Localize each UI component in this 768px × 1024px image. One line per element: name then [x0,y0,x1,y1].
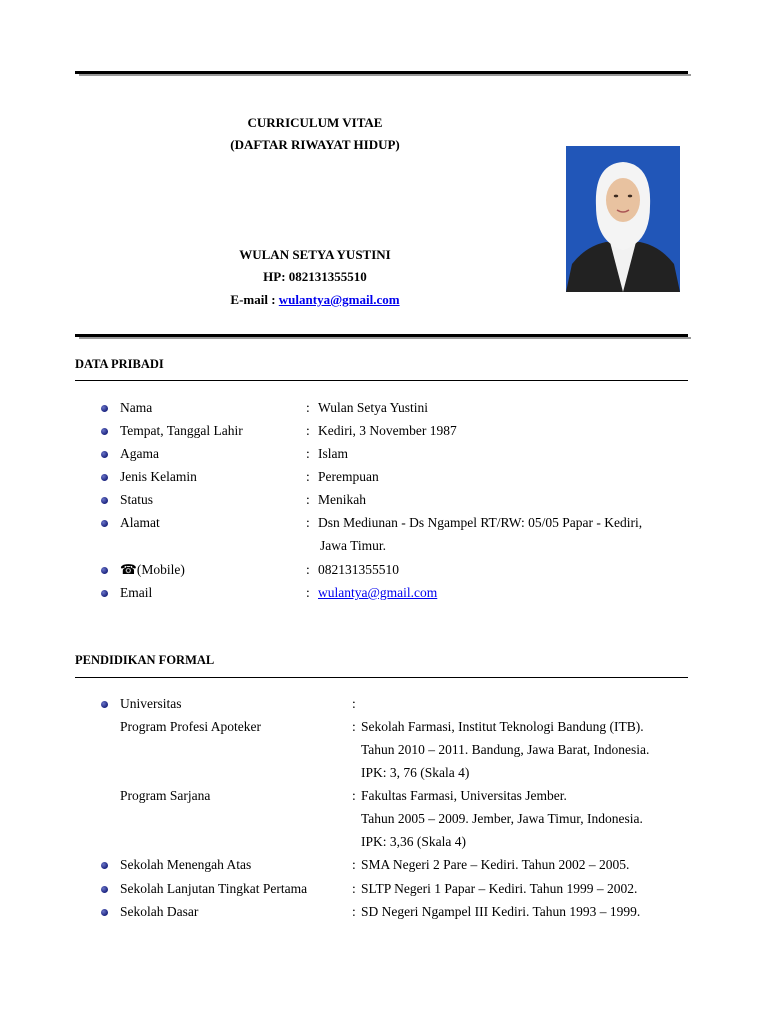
email-link[interactable]: wulantya@gmail.com [318,585,438,600]
bullet-icon [101,474,108,481]
list-item [0,562,768,582]
field-label: Alamat [120,515,160,530]
program-row-continuation [0,811,768,831]
program-row-continuation [0,834,768,854]
list-item [0,881,768,901]
telephone-icon: ☎ [120,562,137,577]
field-label: Agama [120,446,159,461]
header-bottom-rule [75,334,688,337]
list-item [0,400,768,420]
bullet-icon [101,405,108,412]
colon: : [352,857,356,872]
program-row-continuation [0,742,768,762]
program-gpa: IPK: 3, 76 (Skala 4) [361,765,470,780]
field-value: Islam [318,446,348,461]
program-detail: Tahun 2010 – 2011. Bandung, Jawa Barat, Indonesia. [361,742,650,757]
field-value: 082131355510 [318,562,399,577]
bullet-icon [101,497,108,504]
applicant-phone: HP: 082131355510 [263,269,367,284]
cv-title: CURRICULUM VITAE [247,115,383,130]
colon: : [306,492,310,507]
field-value: SMA Negeri 2 Pare – Kediri. Tahun 2002 – 2005. [361,857,630,872]
field-value: SLTP Negeri 1 Papar – Kediri. Tahun 1999 – 2002. [361,881,638,896]
field-label: Status [120,492,154,507]
bullet-icon [101,451,108,458]
bullet-icon [101,520,108,527]
bullet-icon [101,428,108,435]
colon: : [306,585,310,600]
field-label: Sekolah Menengah Atas [120,857,252,872]
personal-rule [75,380,688,381]
program-detail: Fakultas Farmasi, Universitas Jember. [361,788,567,803]
colon: : [352,696,356,711]
field-value: Perempuan [318,469,379,484]
program-row-continuation [0,765,768,785]
list-item [0,492,768,512]
bullet-icon [101,862,108,869]
program-gpa: IPK: 3,36 (Skala 4) [361,834,466,849]
applicant-email-line [160,292,470,308]
list-item [0,423,768,443]
bullet-icon [101,567,108,574]
education-rule [75,677,688,678]
field-value: Kediri, 3 November 1987 [318,423,457,438]
list-item [0,446,768,466]
field-label: Sekolah Dasar [120,904,199,919]
field-label [120,562,185,578]
program-row [0,788,768,808]
list-item [0,857,768,877]
colon: : [306,446,310,461]
section-title-personal: DATA PRIBADI [75,357,164,371]
field-label: Email [120,585,153,600]
program-detail: Sekolah Farmasi, Institut Teknologi Bandung (ITB). [361,719,644,734]
email-label: E-mail : [230,292,279,307]
field-label: Nama [120,400,153,415]
field-value: Jawa Timur. [320,538,387,553]
email-link[interactable]: wulantya@gmail.com [278,292,400,307]
colon: : [306,469,310,484]
list-item [0,585,768,605]
program-row [0,719,768,739]
program-label: Program Sarjana [120,788,211,803]
field-value: Dsn Mediunan - Ds Ngampel RT/RW: 05/05 Papar - Kediri, [318,515,643,530]
colon: : [306,562,310,577]
field-label: Universitas [120,696,182,711]
colon: : [306,400,310,415]
list-item [0,469,768,489]
field-label: Sekolah Lanjutan Tingkat Pertama [120,881,308,896]
colon: : [352,719,356,734]
program-label: Program Profesi Apoteker [120,719,261,734]
section-title-education: PENDIDIKAN FORMAL [75,653,215,667]
field-value: Wulan Setya Yustini [318,400,428,415]
field-value: SD Negeri Ngampel III Kediri. Tahun 1993 – 1999. [361,904,641,919]
list-item-continuation [0,538,768,558]
colon: : [306,423,310,438]
colon: : [352,788,356,803]
field-label: Jenis Kelamin [120,469,197,484]
field-value: Menikah [318,492,366,507]
list-item [0,696,768,716]
bullet-icon [101,590,108,597]
list-item [0,515,768,535]
field-label-text: (Mobile) [136,562,185,577]
program-detail: Tahun 2005 – 2009. Jember, Jawa Timur, Indonesia. [361,811,643,826]
list-item [0,904,768,924]
colon: : [352,881,356,896]
cv-subtitle: (DAFTAR RIWAYAT HIDUP) [230,137,400,152]
colon: : [352,904,356,919]
bullet-icon [101,909,108,916]
bullet-icon [101,886,108,893]
applicant-name: WULAN SETYA YUSTINI [239,247,391,262]
colon: : [306,515,310,530]
field-label: Tempat, Tanggal Lahir [120,423,243,438]
profile-photo [566,146,680,292]
bullet-icon [101,701,108,708]
top-rule [75,71,688,74]
